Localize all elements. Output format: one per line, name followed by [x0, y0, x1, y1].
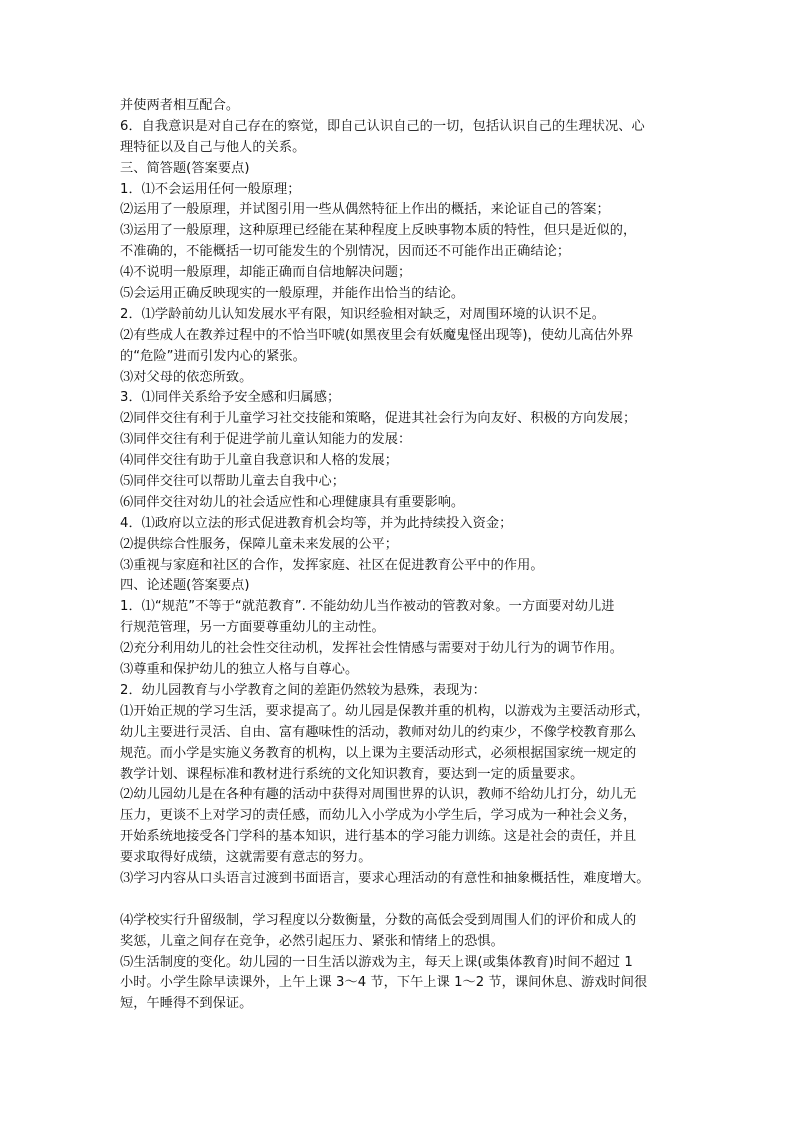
text-line: ⑵有些成人在教养过程中的不恰当吓唬(如黑夜里会有妖魔鬼怪出现等)，使幼儿高估外界: [120, 327, 634, 343]
document-page: [120, 96, 690, 1015]
text-line: ⑴开始正规的学习生活，要求提高了。幼儿园是保教并重的机构，以游戏为主要活动形式，: [120, 703, 650, 719]
text-line: 的“危险”进而引发内心的紧张。: [120, 348, 306, 364]
text-line: ⑷同伴交往有助于儿童自我意识和人格的发展；: [120, 453, 398, 469]
text-line: ⑵幼儿园幼儿是在各种有趣的活动中获得对周围世界的认识，教师不给幼儿打分，幼儿无: [120, 787, 637, 803]
text-line: 小时。小学生除早读课外，上午上课 3～4 节，下午上课 1～2 节，课间休息、游戏时间很: [120, 975, 648, 991]
section-heading: 三、简答题(答案要点): [120, 160, 250, 176]
text-line: 短，午睡得不到保证。: [120, 996, 253, 1012]
text-line: ⑷不说明一般原理，却能正确而自信地解决问题；: [120, 265, 412, 281]
text-line: ⑸生活制度的变化。幼儿园的一日生活以游戏为主，每天上课(或集体教育)时间不超过 1: [120, 954, 633, 970]
section-heading: 四、论述题(答案要点): [120, 578, 250, 594]
text-line: 压力，更谈不上对学习的责任感，而幼儿入小学成为小学生后，学习成为一种社会义务，: [120, 808, 637, 824]
text-line: 并使两者相互配合。: [120, 98, 240, 113]
text-line: 3．⑴同伴关系给予安全感和归属感；: [120, 390, 341, 406]
text-line: ⑵提供综合性服务，保障儿童未来发展的公平；: [120, 536, 398, 552]
text-line: 1．⑴“规范”不等于“就范教育”. 不能幼幼儿当作被动的管教对象。一方面要对幼儿进: [120, 599, 615, 615]
text-line: ⑶尊重和保护幼儿的独立人格与自尊心。: [120, 662, 359, 678]
text-line: 不准确的，不能概括一切可能发生的个别情况，因而还不可能作出正确结论；: [120, 244, 571, 260]
text-line: ⑶运用了一般原理，这种原理已经能在某种程度上反映事物本质的特性，但只是近似的，: [120, 223, 637, 239]
blank-line: [120, 890, 690, 911]
text-line: ⑹同伴交往对幼儿的社会适应性和心理健康具有重要影响。: [120, 494, 465, 510]
text-line: 理特征以及自己与他人的关系。: [120, 139, 306, 155]
text-line: ⑵运用了一般原理，并试图引用一些从偶然特征上作出的概括，来论证自己的答案；: [120, 202, 610, 218]
text-line: 教学计划、课程标准和教材进行系统的文化知识教育，要达到一定的质量要求。: [120, 766, 584, 782]
text-line: ⑶学习内容从口头语言过渡到书面语言，要求心理活动的有意性和抽象概括性，难度增大。: [120, 870, 650, 886]
text-line: ⑶同伴交往有利于促进学前儿童认知能力的发展：: [120, 432, 412, 448]
text-line: 6．自我意识是对自己存在的察觉，即自己认识自己的一切，包括认识自己的生理状况、心: [120, 118, 645, 134]
text-line: 规范。而小学是实施义务教育的机构，以上课为主要活动形式，必须根据国家统一规定的: [120, 745, 637, 761]
text-line: ⑷学校实行升留级制，学习程度以分数衡量，分数的高低会受到周围人们的评价和成人的: [120, 912, 637, 928]
text-line: 奖惩，儿童之间存在竞争，必然引起压力、紧张和情绪上的恐惧。: [120, 933, 504, 949]
text-line: ⑵同伴交往有利于儿童学习社交技能和策略，促进其社会行为向友好、积极的方向发展；: [120, 411, 637, 427]
text-line: ⑸同伴交往可以帮助儿童去自我中心；: [120, 474, 346, 490]
text-line: ⑵充分利用幼儿的社会性交往动机，发挥社会性情感与需要对于幼儿行为的调节作用。: [120, 641, 624, 657]
text-line: 2．⑴学龄前幼儿认知发展水平有限，知识经验相对缺乏，对周围环境的认识不足。: [120, 306, 605, 322]
text-line: 4．⑴政府以立法的形式促进教育机会均等，并为此持续投入资金；: [120, 515, 513, 531]
text-line: ⑶重视与家庭和社区的合作，发挥家庭、社区在促进教育公平中的作用。: [120, 557, 544, 573]
text-line: 1．⑴不会运用任何一般原理；: [120, 181, 301, 197]
text-line: 要求取得好成绩，这就需要有意志的努力。: [120, 850, 372, 866]
text-line: ⑸会运用正确反映现实的一般原理，并能作出恰当的结论。: [120, 286, 465, 302]
text-line: ⑶对父母的依恋所致。: [120, 369, 253, 385]
text-line: 幼儿主要进行灵活、自由、富有趣味性的活动，教师对幼儿的约束少，不像学校教育那么: [120, 724, 637, 740]
text-line: 开始系统地接受各门学科的基本知识，进行基本的学习能力训练。这是社会的责任，并且: [120, 829, 637, 845]
text-line: 2．幼儿园教育与小学教育之间的差距仍然较为悬殊，表现为：: [120, 682, 486, 698]
text-line: 行规范管理，另一方面要尊重幼儿的主动性。: [120, 620, 385, 636]
